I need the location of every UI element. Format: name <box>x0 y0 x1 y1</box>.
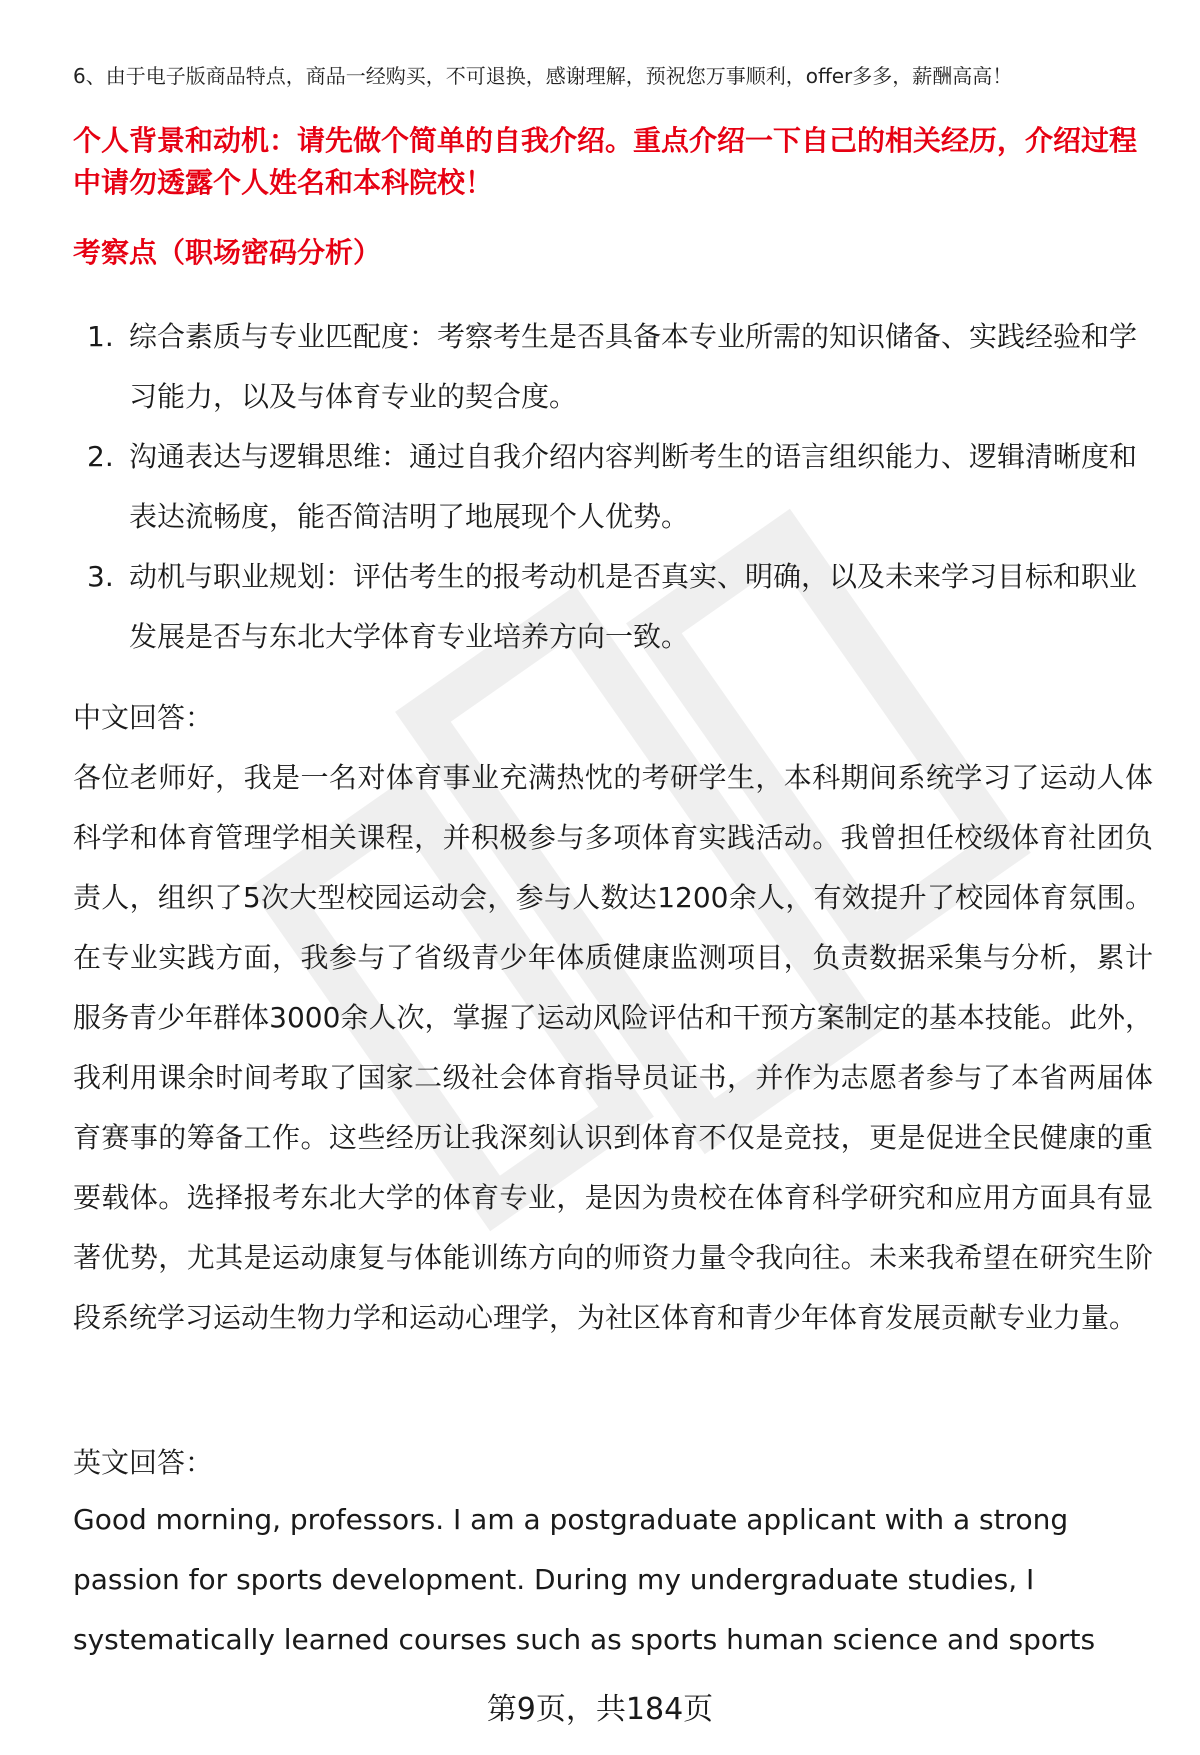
assessment-list <box>73 307 1153 667</box>
chinese-answer-label: 中文回答： <box>73 701 214 734</box>
purchase-notice: 6、由于电子版商品特点，商品一经购买，不可退换，感谢理解，预祝您万事顺利，offer多多，薪酬高高！ <box>73 64 1013 88</box>
question-heading: 个人背景和动机：请先做个简单的自我介绍。重点介绍一下自己的相关经历，介绍过程中请勿透露个人姓名和本科院校！ <box>73 124 1138 199</box>
english-answer-text: Good morning, professors. I am a postgraduate applicant with a strong passion for sports development. During my undergraduate studies, I systematically learned courses such as sports human science and sports <box>73 1503 1096 1656</box>
assessment-heading: 考察点（职场密码分析） <box>73 236 382 269</box>
page-number: 第9页，共184页 <box>486 1692 714 1727</box>
list-item-text: 综合素质与专业匹配度：考察考生是否具备本专业所需的知识储备、实践经验和学习能力，以及与体育专业的契合度。 <box>129 320 1138 413</box>
list-item-text: 沟通表达与逻辑思维：通过自我介绍内容判断考生的语言组织能力、逻辑清晰度和表达流畅度，能否简洁明了地展现个人优势。 <box>129 440 1138 533</box>
english-answer-label: 英文回答： <box>73 1446 214 1479</box>
list-item-text: 动机与职业规划：评估考生的报考动机是否真实、明确，以及未来学习目标和职业发展是否与东北大学体育专业培养方向一致。 <box>129 560 1138 653</box>
list-number: 3. <box>87 560 114 593</box>
list-number: 2. <box>87 440 114 473</box>
chinese-answer-text: 各位老师好，我是一名对体育事业充满热忱的考研学生，本科期间系统学习了运动人体科学和体育管理学相关课程，并积极参与多项体育实践活动。我曾担任校级体育社团负责人，组织了5次大型校园运动会，参与人数达1200余人，有效提升了校园体育氛围。在专业实践方面，我参与了省级青少年体质健康监测项目，负责数据采集与分析，累计服务青少年群体3000余人次，掌握了运动风险评估和干预方案制定的基本技能。此外，我利用课余时间考取了国家二级社会体育指导员证书，并作为志愿者参与了本省两届体育赛事的筹备工作。这些经历让我深刻认识到体育不仅是竞技，更是促进全民健康的重要载体。选择报考东北大学的体育专业，是因为贵校在体育科学研究和应用方面具有显著优势，尤其是运动康复与体能训练方向的师资力量令我向往。未来我希望在研究生阶段系统学习运动生物力学和运动心理学，为社区体育和青少年体育发展贡献专业力量。 <box>73 761 1153 1334</box>
list-item <box>73 547 1153 667</box>
list-item <box>73 427 1153 547</box>
list-item <box>73 307 1153 427</box>
list-number: 1. <box>87 320 114 353</box>
